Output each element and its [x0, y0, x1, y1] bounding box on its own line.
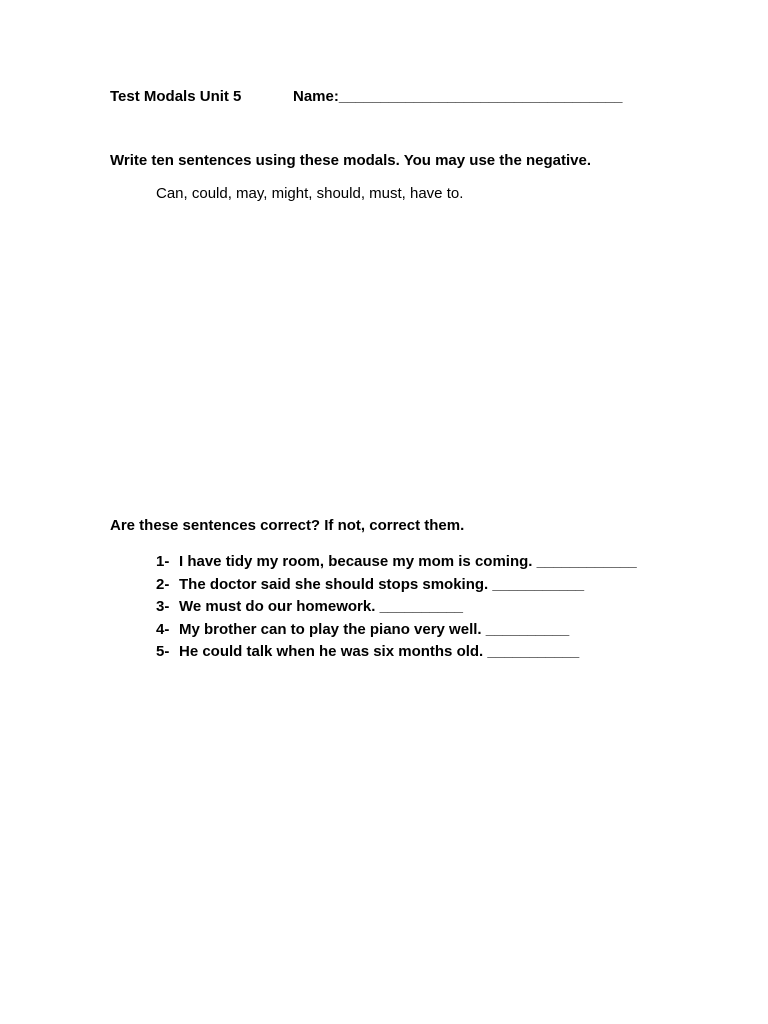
- sentence-item-3: [156, 596, 637, 619]
- modals-list: Can, could, may, might, should, must, have to.: [156, 185, 464, 202]
- sentence-item-2: [156, 574, 637, 597]
- test-title: Test Modals Unit 5: [110, 88, 242, 105]
- item-number: 1-: [156, 553, 170, 570]
- sentence-text: He could talk when he was six months old. ___________: [179, 643, 580, 660]
- item-number: 3-: [156, 598, 170, 615]
- sentence-text: We must do our homework. __________: [179, 598, 463, 615]
- item-number: 5-: [156, 643, 170, 660]
- sentence-item-1: [156, 551, 637, 574]
- item-number: 4-: [156, 620, 170, 638]
- sentence-item-4: [156, 619, 637, 642]
- sentence-text: My brother can to play the piano very well. __________: [179, 620, 570, 638]
- sentence-text: The doctor said she should stops smoking. ___________: [179, 575, 585, 593]
- section2-heading: Are these sentences correct? If not, correct them.: [110, 517, 465, 534]
- name-field-label: Name:__________________________________: [293, 88, 623, 105]
- sentence-list: [156, 551, 637, 664]
- section1-heading: Write ten sentences using these modals. You may use the negative.: [110, 152, 591, 169]
- sentence-text: I have tidy my room, because my mom is coming. ____________: [179, 553, 637, 570]
- item-number: 2-: [156, 575, 170, 593]
- sentence-item-5: [156, 641, 637, 664]
